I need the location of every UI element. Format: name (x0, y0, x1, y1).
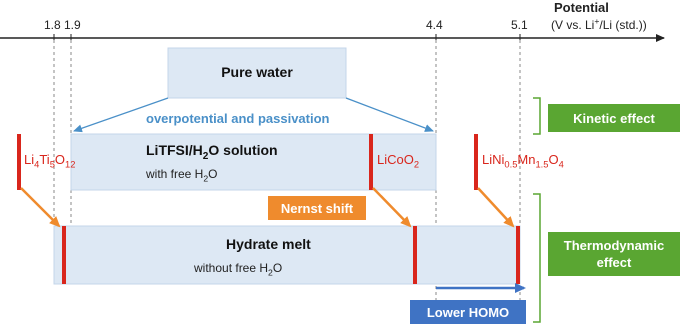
kinetic-effect-badge: Kinetic effect (548, 104, 680, 132)
nernst-arrow-lto (21, 188, 59, 226)
tick-label-5.1: 5.1 (511, 18, 528, 32)
lco-bar-solution (369, 134, 373, 190)
pure-water-label: Pure water (221, 64, 293, 80)
thermodynamic-line-1: Thermodynamic (563, 238, 665, 253)
hydrate-title: Hydrate melt (226, 236, 311, 252)
tick-label-1.8: 1.8 (44, 18, 61, 32)
lco-bar-hydrate (413, 226, 417, 284)
lto-bar-solution (17, 134, 21, 190)
solution-subtitle: with free $H_2O$ (146, 167, 218, 184)
lower-homo-badge: Lower HOMO (410, 300, 526, 324)
nernst-shift-badge: Nernst shift (268, 196, 366, 220)
kinetic-bracket (533, 98, 540, 134)
lto-bar-hydrate (62, 226, 66, 284)
hydrate-subtitle: without free $H_2O$ (194, 261, 283, 278)
solution-title: LiTFSI/$H_2O$ solution (146, 142, 278, 162)
axis-unit: (V vs. Li+/Li (std.)) (551, 16, 647, 32)
nernst-arrow-lco (373, 188, 410, 226)
tick-label-4.4: 4.4 (426, 18, 443, 32)
tick-label-1.9: 1.9 (64, 18, 81, 32)
overpotential-label: overpotential and passivation (146, 111, 330, 126)
hydrate-melt-box (54, 226, 520, 284)
lnmo-label: $LiNi_{0.5}Mn_{1.5}O_4$ (482, 152, 564, 170)
thermodynamic-effect-badge (548, 232, 680, 276)
axis-title: Potential (554, 0, 609, 15)
funnel-line-right (346, 98, 433, 131)
nernst-arrow-lnmo (478, 188, 513, 226)
lco-label: LiCoO$_2$ (377, 152, 420, 170)
lnmo-bar-solution (474, 134, 478, 190)
thermodynamic-line-2: effect (596, 255, 632, 270)
lnmo-bar-hydrate (516, 226, 520, 284)
lto-label: $Li_4Ti_5O_{12}$ (24, 152, 76, 170)
thermodynamic-bracket (533, 194, 540, 322)
